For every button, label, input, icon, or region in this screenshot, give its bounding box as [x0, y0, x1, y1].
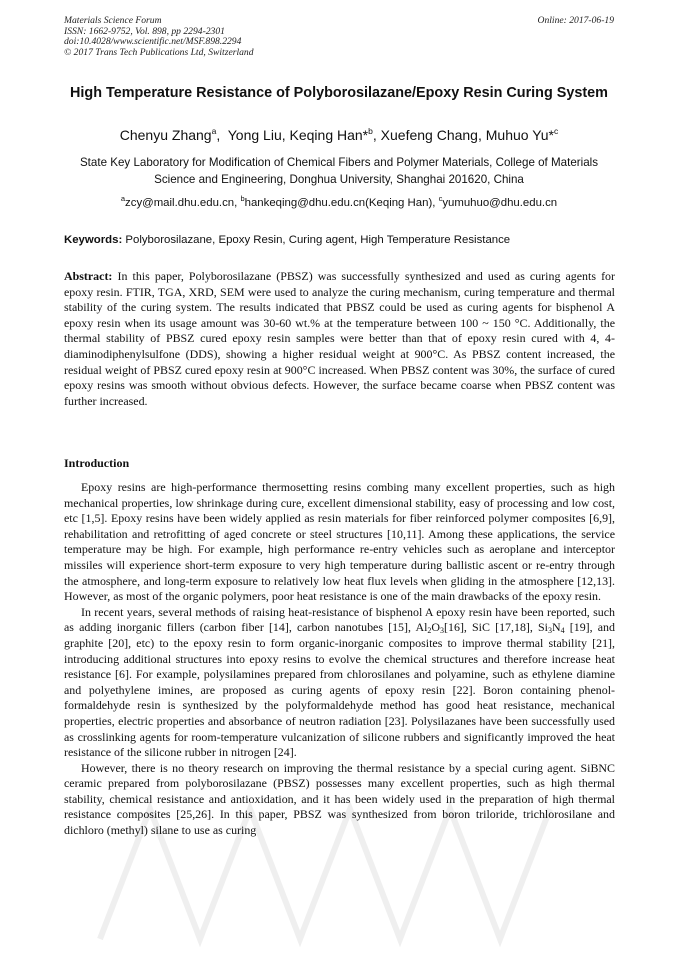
author-name: Keqing Han*	[289, 127, 369, 143]
subscript: 2	[427, 626, 432, 636]
section-heading-introduction: Introduction	[64, 456, 130, 470]
text-run: [16], SiC [17,18], Si	[444, 620, 548, 635]
text-run: [19], and graphite [20], etc) to the epoxy resin to form organic-inorganic composites to improve thermal stability [21], introducing additional structures into epoxy resins to evolve the chemical structures and therefore increase heat resistance [6]. For example, polysilamines prepared from chlorosilanes and polyamine, such as ethylene diamine and polyethylene imines, are proposed as curing agents of epoxy resin [22]. Boron containing phenol-formaldehyde resin is synthesized by the polyformaldehyde method has good heat resistance, mechanical properties, electric properties and absorbance of neutron radiation [23]. Polysilazanes have been successfully used as crosslinking agents for room-temperature vulcanization of silicone rubbers and significantly improved the heat resistance of the silicone rubber in nitrogen [24].	[64, 620, 615, 760]
online-date: Online: 2017-06-19	[537, 15, 614, 26]
abstract	[64, 269, 615, 409]
author-name: Yong Liu	[227, 127, 282, 143]
issn-line: ISSN: 1662-9752, Vol. 898, pp 2294-2301	[64, 25, 225, 37]
doi-line: doi:10.4028/www.scientific.net/MSF.898.2294	[64, 36, 242, 48]
email-mark: b	[240, 194, 245, 203]
text-run: O	[431, 620, 441, 635]
paragraph: However, there is no theory research on improving the thermal resistance by a special curing agent. SiBNC ceramic prepared from polyborosilazane (PBSZ) possesses many excellent properties, such as high thermal stability, chemical resistance and antioxidation, and it has been widely used in the preparation of high thermal resistance composites [25,26]. In this paper, PBSZ was synthesized from boron triloride, trichlorosilane and dichloro (methyl) silane to use as curing	[64, 760, 615, 838]
author-sep: ,	[372, 127, 381, 143]
paragraph: Epoxy resins are high-performance thermosetting resins combing many excellent properties, such as high mechanical properties, low shrinkage during cure, excellent dimensional stability, easy of processing and low cost, etc [1,5]. Epoxy resins have been widely applied as resin materials for fiber reinforced polymer composites [6,9], rehabilitation and retrofitting of aged concrete or steel structures [10,11]. Among these applications, the service temperature may be high. For example, high performance re-entry vehicles such as aeroplane and interceptor missiles will experience short-term exposure to very high temperature during ballistic ascent or re-entry through the atmosphere, and long-term exposure to relatively low heat flux levels when gliding in the atmosphere [12,13]. However, as most of the organic polymers, poor heat resistance is one of the main drawbacks of the epoxy resin.	[64, 480, 615, 604]
text-run: In recent years, several methods of raising heat-resistance of bisphenol A epoxy resin have been reported, such as adding inorganic fillers (carbon fiber [14], carbon nanotubes [15], Al	[64, 604, 615, 635]
keywords-label: Keywords:	[64, 234, 123, 246]
subscript: 3	[547, 626, 552, 636]
abstract-text: In this paper, Polyborosilazane (PBSZ) was successfully synthesized and used as curing agents for epoxy resin. FTIR, TGA, XRD, SEM were used to analyze the curing mechanism, curing temperature and thermal stability of the curing system. The results indicated that PBSZ could be used as curing agents for bisphenol A epoxy resin when its usage amount was 30-60 wt.% at the temperature between 100 ~ 150 °C. Additionally, the thermal stability of PBSZ cured epoxy resin samples were better than that of epoxy resin cured with 4, 4-diaminodiphenylsulfone (DDS), showing a higher residual weight at 900°C. As PBSZ content increased, the residual weight of PBSZ cured epoxy resin at 900°C increased. When PBSZ content was 30%, the surface of cured epoxy resins was smooth without obvious defects. However, the surface became coarse when PBSZ content was further increased.	[64, 269, 615, 408]
affiliation: State Key Laboratory for Modification of Chemical Fibers and Polymer Materials, College of Materials Science and Engineering, Donghua University, Shanghai 201620, China	[79, 156, 599, 186]
author-mark: a	[211, 126, 217, 136]
keywords	[64, 232, 616, 248]
email-text: hankeqing@dhu.edu.cn(Keqing Han),	[244, 197, 439, 209]
author-sep: ,	[477, 127, 486, 143]
author-name: Xuefeng Chang	[380, 127, 478, 143]
author-mark: c	[554, 126, 559, 136]
email-text: zcy@mail.dhu.edu.cn,	[125, 197, 241, 209]
email-mark: c	[438, 194, 443, 203]
copyright-line: © 2017 Trans Tech Publications Ltd, Switzerland	[64, 46, 254, 58]
author-sep: ,	[281, 127, 290, 143]
keywords-text: Polyborosilazane, Epoxy Resin, Curing agent, High Temperature Resistance	[122, 234, 511, 246]
author-sep: ,	[216, 127, 228, 143]
journal-name: Materials Science Forum	[64, 15, 162, 26]
text-run: N	[551, 620, 561, 635]
author-list	[64, 126, 614, 144]
subscript: 3	[440, 626, 445, 636]
author-name: Chenyu Zhang	[119, 127, 212, 143]
author-mark: b	[368, 126, 373, 136]
paragraph	[64, 605, 615, 761]
email-text: yumuhuo@dhu.edu.cn	[442, 197, 558, 209]
subscript: 4	[560, 626, 565, 636]
author-name: Muhuo Yu*	[485, 127, 554, 143]
paper-title: High Temperature Resistance of Polyborosilazane/Epoxy Resin Curing System	[70, 85, 608, 101]
introduction-body	[64, 480, 615, 839]
journal-header	[64, 16, 254, 58]
abstract-label: Abstract:	[64, 269, 113, 283]
email-mark: a	[120, 194, 126, 203]
email-list	[64, 195, 614, 211]
